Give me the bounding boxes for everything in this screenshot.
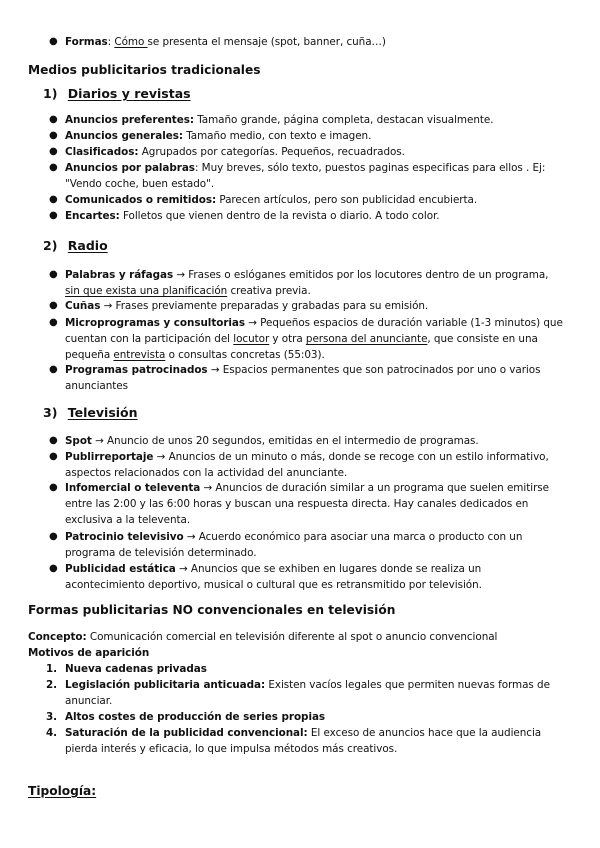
item-text: : Muy breves, sólo texto, puestos paginas especificas para ellos . Ej: — [194, 162, 546, 174]
item-label: Clasificados: — [65, 146, 139, 158]
item-number: 1. — [46, 663, 58, 675]
list-item — [65, 129, 371, 143]
list-item-continuation — [65, 284, 311, 298]
item-label: Programas patrocinados — [65, 364, 208, 376]
list-item-continuation: aspectos relacionados con la actividad del anunciante. — [65, 467, 348, 479]
item-text: → Anuncios que se exhiben en lugares donde se realiza un — [175, 563, 482, 575]
item-text: → Frases previamente preparadas y grabadas para su emisión. — [100, 300, 429, 312]
concepto-label: Concepto: — [28, 631, 87, 643]
item-label: Anuncios por palabras — [65, 162, 195, 174]
list-item — [65, 209, 440, 223]
list-item — [65, 145, 405, 159]
formas-label: Formas — [65, 36, 108, 48]
item-text: Existen vacíos legales que permiten nuevas formas de — [265, 679, 550, 691]
item-text: → Acuerdo económico para asociar una marca o producto con un — [183, 531, 523, 543]
list-item-continuation: cuentan con la participación del locutor y otra persona del anunciante, que consiste en una — [65, 333, 538, 345]
list-item-continuation: pequeña entrevista o consultas concretas (55:03). — [65, 349, 325, 361]
item-label: Anuncios preferentes: — [65, 114, 194, 126]
item-label: Legislación publicitaria anticuada: — [65, 679, 266, 691]
underlined-text: persona del anunciante — [305, 333, 428, 345]
item-text: → Espacios permanentes que son patrocinados por uno o varios — [207, 364, 541, 376]
item-number: 4. — [46, 727, 58, 739]
bullet-dot: ● — [49, 435, 58, 446]
bullet-dot: ● — [49, 269, 58, 280]
subheading-title: Radio — [67, 238, 108, 253]
bullet-dot: ● — [49, 300, 58, 311]
list-item — [65, 481, 549, 495]
item-label: Encartes: — [65, 210, 120, 222]
item-label: Anuncios generales: — [65, 130, 183, 142]
subheading-radio — [43, 238, 108, 254]
list-item — [65, 363, 540, 377]
item-text: Tamaño medio, con texto e imagen. — [182, 130, 372, 142]
list-item-continuation: anunciantes — [65, 380, 129, 392]
item-text: → Anuncios de un minuto o más, donde se recoge con un estilo informativo, — [153, 451, 549, 463]
section-heading-tradicionales: Medios publicitarios tradicionales — [28, 63, 261, 77]
bullet-dot: ● — [49, 162, 58, 173]
bullet-dot: ● — [49, 482, 58, 493]
subheading-number: 2) — [43, 238, 58, 253]
item-number: 3. — [46, 711, 58, 723]
underlined-text: sin que exista una planificación — [65, 285, 228, 297]
list-item-continuation: acontecimiento deportivo, musical o cultural que es retransmitido por televisión. — [65, 579, 482, 591]
item-text: Agrupados por categorías. Pequeños, recuadrados. — [138, 146, 405, 158]
list-item — [65, 530, 522, 544]
bullet-dot: ● — [49, 194, 58, 205]
formas-text: se presenta el mensaje (spot, banner, cuña…) — [147, 36, 386, 48]
list-item — [65, 161, 545, 175]
item-text: → Pequeños espacios de duración variable (1-3 minutos) que — [245, 317, 563, 329]
section-heading-no-convencionales: Formas publicitarias NO convencionales en televisión — [28, 603, 396, 617]
numbered-item-continuation: anunciar. — [65, 695, 113, 707]
numbered-item — [46, 662, 57, 676]
item-label: Infomercial o televenta — [65, 482, 201, 494]
numbered-item-text — [65, 678, 550, 692]
subheading-diarios — [43, 86, 191, 102]
subheading-television — [43, 405, 138, 421]
numbered-item-text — [65, 710, 325, 724]
item-text: Folletos que vienen dentro de la revista o diario. A todo color. — [119, 210, 440, 222]
underlined-text: locutor — [233, 333, 270, 345]
item-label: Saturación de la publicidad convencional: — [65, 727, 308, 739]
numbered-item-continuation: pierda interés y eficacia, lo que impulsa métodos más creativos. — [65, 743, 398, 755]
numbered-item-text — [65, 726, 541, 740]
underlined-text: entrevista — [113, 349, 166, 361]
section-heading-tipologia: Tipología: — [28, 784, 97, 798]
item-text: → Frases o eslóganes emitidos por los locutores dentro de un programa, — [173, 269, 549, 281]
bullet-dot: ● — [49, 130, 58, 141]
item-label: Altos costes de producción de series propias — [65, 711, 326, 723]
item-text: creativa previa. — [227, 285, 311, 297]
item-text: → Anuncio de unos 20 segundos, emitidas en el intermedio de programas. — [91, 435, 479, 447]
list-item-continuation: exclusiva a la televenta. — [65, 514, 191, 526]
item-label: Nueva cadenas privadas — [65, 663, 207, 675]
list-item — [65, 450, 549, 464]
item-label: Spot — [65, 435, 92, 447]
item-label: Publicidad estática — [65, 563, 176, 575]
list-item-continuation: "Vendo coche, buen estado". — [65, 178, 215, 190]
subheading-number: 1) — [43, 86, 58, 101]
subheading-title: Diarios y revistas — [67, 86, 191, 101]
bullet-dot: ● — [49, 317, 58, 328]
item-label: Cuñas — [65, 300, 101, 312]
bullet-dot: ● — [49, 531, 58, 542]
list-item — [65, 299, 428, 313]
numbered-item — [46, 678, 57, 692]
item-number: 2. — [46, 679, 58, 691]
subheading-title: Televisión — [67, 405, 138, 420]
item-text: → Anuncios de duración similar a un programa que suelen emitirse — [200, 482, 550, 494]
list-item — [65, 113, 493, 127]
concepto-text: Comunicación comercial en televisión diferente al spot o anuncio convencional — [86, 631, 498, 643]
list-item — [65, 562, 481, 576]
numbered-item — [46, 726, 57, 740]
item-label: Publirreportaje — [65, 451, 154, 463]
bullet-dot: ● — [49, 364, 58, 375]
item-text: Tamaño grande, página completa, destacan visualmente. — [193, 114, 494, 126]
bullet-dot: ● — [49, 114, 58, 125]
item-text: El exceso de anuncios hace que la audiencia — [307, 727, 542, 739]
item-label: Palabras y ráfagas — [65, 269, 174, 281]
item-text: Parecen artículos, pero son publicidad encubierta. — [216, 194, 478, 206]
numbered-item-text — [65, 662, 207, 676]
numbered-item — [46, 710, 57, 724]
motivos-heading: Motivos de aparición — [28, 647, 150, 659]
item-label: Comunicados o remitidos: — [65, 194, 217, 206]
bullet-dot: ● — [49, 451, 58, 462]
bullet-dot: ● — [49, 36, 58, 47]
list-item — [65, 268, 548, 282]
formas-underlined: Cómo — [114, 36, 148, 48]
list-item-continuation: programa de televisión determinado. — [65, 547, 257, 559]
list-item — [65, 316, 563, 330]
bullet-dot: ● — [49, 146, 58, 157]
bullet-dot: ● — [49, 563, 58, 574]
subheading-number: 3) — [43, 405, 58, 420]
item-label: Patrocinio televisivo — [65, 531, 184, 543]
list-item — [65, 434, 479, 448]
list-item-continuation: entre las 2:00 y las 6:00 horas y buscan una respuesta directa. Hay canales dedicados en — [65, 498, 529, 510]
list-item — [65, 193, 477, 207]
formas-line: Formas: Cómo se presenta el mensaje (spot, banner, cuña…) — [65, 36, 386, 48]
item-label: Microprogramas y consultorias — [65, 317, 246, 329]
bullet-dot: ● — [49, 210, 58, 221]
concepto-line — [28, 630, 497, 644]
